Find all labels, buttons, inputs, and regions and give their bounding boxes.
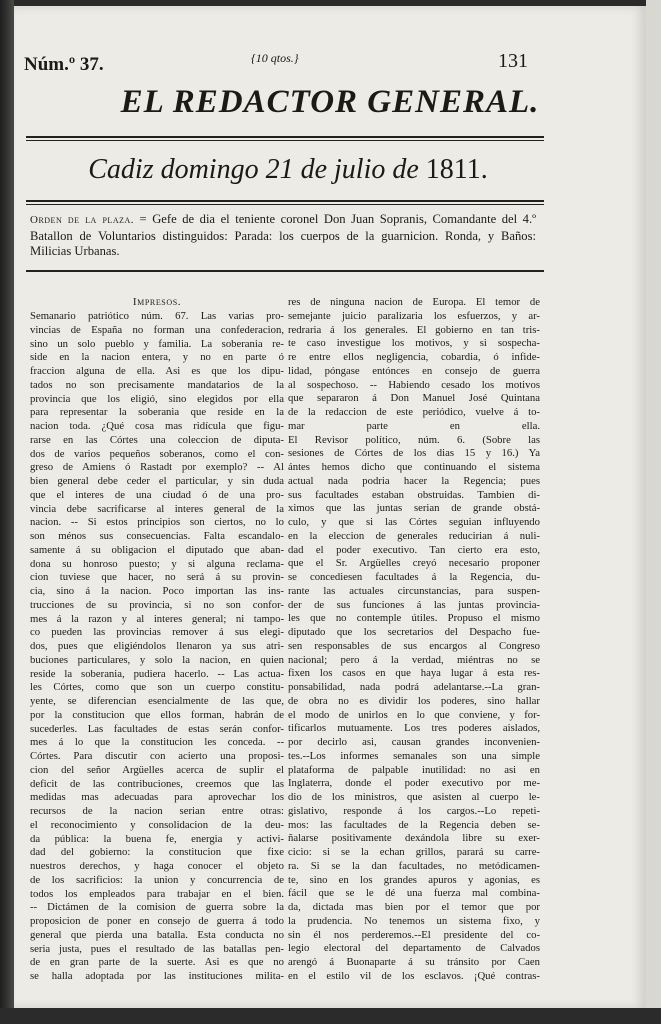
text-line: sus facultades estaban obstruidas. Tambien di- bbox=[288, 488, 540, 501]
text-line: ximos que las juntas serian de grande obstá- bbox=[288, 502, 540, 515]
text-line: Inglaterra, donde el poder executivo por me- bbox=[288, 777, 540, 790]
date-text: Cadiz domingo 21 de julio de bbox=[88, 154, 426, 185]
text-line: fraccion alguna de ella. Asi es que los dipu- bbox=[30, 365, 284, 377]
text-line: samente á su obligacion el diputado que aban- bbox=[30, 543, 284, 556]
issue-number: Núm.º 37. bbox=[24, 54, 104, 75]
text-line: re entre ellos negligencia, cobardia, ó infide- bbox=[288, 351, 540, 363]
text-line: sesiones de Córtes de los dias 15 y 16.) Ya bbox=[288, 447, 540, 460]
text-line: fixen los casos en que haya lugar á esta res- bbox=[288, 667, 540, 680]
text-line: general que pierda una batalla. Esta conducta no bbox=[30, 928, 284, 941]
text-line: reside la soberania, pudiera hacerlo. -- Las actua- bbox=[30, 667, 284, 680]
text-line: co pueden las provincias remover á sus elegi- bbox=[30, 626, 284, 639]
text-line: son ménos sus consecuencias. Falta escandalo- bbox=[30, 530, 284, 542]
text-line: tificarlos mutuamente. Los tres poderes aislados, bbox=[288, 722, 540, 735]
text-line: rarse en las Córtes una coleccion de diputa- bbox=[30, 433, 284, 446]
text-line: vincia debe sacrificarse al interes general de la bbox=[30, 502, 284, 515]
left-column bbox=[30, 310, 284, 984]
text-line: el reconocimiento y consolidacion de la deu- bbox=[30, 818, 284, 831]
text-line: Semanario patriótico núm. 67. Las varias pro- bbox=[30, 310, 284, 322]
text-line: provincia que los eligió, sino elegidos por ella bbox=[30, 392, 284, 405]
text-line: medidas mas adecuadas para aprovechar los bbox=[30, 791, 284, 804]
text-line: por decirlo asi, causan grandes inconvenien- bbox=[288, 736, 540, 748]
text-line: semejante juicio paralizaria los esfuerzos, y ar- bbox=[288, 309, 540, 322]
page-number: 131 bbox=[498, 50, 528, 72]
text-line: bien general debe ceder el particular, y sin duda bbox=[30, 475, 284, 487]
newspaper-page bbox=[14, 6, 646, 1008]
text-line: sucederles. Las facultades de estas serán confor- bbox=[30, 722, 284, 735]
text-line: que el Sr. Argüelles creyó necesario proponer bbox=[288, 557, 540, 570]
text-line: les Córtes, como que son un cuerpo constitu- bbox=[30, 681, 284, 694]
text-line: de en gran parte de la suerte. Asi es que no bbox=[30, 956, 284, 969]
text-line: rante las actuales circunstancias, para suspen- bbox=[288, 584, 540, 597]
text-line: por la constitucion que ellos forman, habrán de bbox=[30, 708, 284, 721]
text-line: nacion. -- Si estos principios son ciertos, no lo bbox=[30, 516, 284, 529]
text-line: da pública: la buena fe, energia y activi- bbox=[30, 832, 284, 845]
text-line: nacional; pero á la verdad, miéntras no se bbox=[288, 653, 540, 666]
text-line: der de sus funciones á las juntas provincia- bbox=[288, 598, 540, 611]
text-line: al sospechoso. -- Habiendo cesado los motivos bbox=[288, 378, 540, 391]
divider-rule bbox=[26, 136, 544, 138]
text-line: nacion toda. ¿Qué cosa mas ridícula que figu- bbox=[30, 420, 284, 432]
text-line: les que no contemple útiles. Propuso el mismo bbox=[288, 612, 540, 625]
divider-rule bbox=[26, 200, 544, 202]
text-line: sin él nos perderemos.--El presidente del co- bbox=[288, 928, 540, 941]
text-line: te, sino en los grandes apuros y agonias, es bbox=[288, 873, 540, 886]
orden-text: = Gefe de dia el teniente coronel Don Juan Sopranis, Comandante del 4.º Batallon de Voluntarios distinguidos: Parada: los cuerpos de la guarnicion. Ronda, y Baños: Milicias Urbanas. bbox=[30, 212, 537, 258]
masthead-title: EL REDACTOR GENERAL. bbox=[120, 84, 540, 120]
text-line: se halla adoptada por las instituciones milita- bbox=[30, 970, 284, 982]
orden-de-la-plaza bbox=[30, 212, 536, 260]
page-fore-edge bbox=[646, 0, 661, 1024]
text-line: fácil que se le dé una fuerza mal combina- bbox=[288, 887, 540, 900]
date-year: 1811. bbox=[425, 154, 488, 185]
price: {10 qtos.} bbox=[251, 51, 299, 65]
text-line: El Revisor político, núm. 6. (Sobre las bbox=[288, 433, 540, 446]
scan-background bbox=[0, 1008, 661, 1024]
text-line: ántes hemos dicho que continuando el sistema bbox=[288, 461, 540, 473]
text-line: res de ninguna nacion de Europa. El temor de bbox=[288, 296, 540, 308]
text-line: arengó á Buonaparte á su tránsito por Caen bbox=[288, 956, 540, 968]
text-line: plataforma de palpable inutilidad: no asi en bbox=[288, 763, 540, 776]
text-line: de la redaccion de este periódico, vuelve á to- bbox=[288, 406, 540, 418]
text-line: cicio: si se la echan grillos, parará su carre- bbox=[288, 846, 540, 858]
text-line: dio de los ministros, que asisten al cuerpo le- bbox=[288, 791, 540, 803]
divider-rule bbox=[26, 270, 544, 272]
text-line: buciones particulares, y solo la nacion, en quien bbox=[30, 653, 284, 666]
date-line bbox=[14, 154, 562, 186]
text-line: cion tuviese que hacer, no será á su provin- bbox=[30, 571, 284, 584]
text-line: mes á lo que la constitucion les conceda. -- bbox=[30, 736, 284, 749]
text-line: dad del gobierno: la constitucion que fixe bbox=[30, 846, 284, 859]
text-line: ra. Si se la dan facultades, no metódicamen- bbox=[288, 859, 540, 872]
text-line: side en la nacion entera, y no en parte ó bbox=[30, 351, 284, 364]
text-line: trucciones de su provincia, si no son confor- bbox=[30, 598, 284, 611]
text-line: proposicion de poner en consejo de guerra á todo bbox=[30, 915, 284, 927]
text-line: tes.--Los informes semanales son una simple bbox=[288, 749, 540, 762]
text-line: se concediesen facultades á la Regencia, du- bbox=[288, 571, 540, 583]
text-line: dad el poder executivo. Tan cierto era esto, bbox=[288, 543, 540, 556]
text-line: mar parte en ella. bbox=[288, 419, 540, 432]
text-line: mes á la razon y al interes general; ni tampo- bbox=[30, 612, 284, 625]
text-line: culo, y que si las Córtes seguian influyendo bbox=[288, 516, 540, 528]
text-line: que el interes de una ciudad ó de una pro- bbox=[30, 488, 284, 501]
text-line: que separaron á Don Manuel José Quintana bbox=[288, 392, 540, 405]
divider-rule bbox=[26, 204, 544, 205]
text-line: de obra no es dividir los poderes, sino hallar bbox=[288, 694, 540, 707]
text-line: redraria á los generales. El gobierno en tan tris- bbox=[288, 323, 540, 336]
section-heading: Impresos. bbox=[132, 296, 182, 308]
right-column bbox=[288, 296, 540, 984]
text-line: vincias de España no forman una confederacion, bbox=[30, 323, 284, 336]
text-line: actual nada podria hacer la Regencia; pues bbox=[288, 474, 540, 487]
text-line: el modo de unirlos en lo que conviene, y for- bbox=[288, 708, 540, 721]
text-line: legio electoral del departamento de Calvados bbox=[288, 942, 540, 955]
text-line: en el estilo vil de los esclavos. ¡Qué contras- bbox=[288, 969, 540, 982]
text-line: de los sacrificios: la union y concurrencia de bbox=[30, 873, 284, 886]
text-line: ñalarse positivamente dexándola libre su exer- bbox=[288, 832, 540, 845]
text-line: diputado que los secretarios del Despacho fue- bbox=[288, 626, 540, 638]
text-line: greso de Amiens ó Rastadt por exemplo? -- Al bbox=[30, 461, 284, 474]
text-line: -- Dictámen de la comision de guerra sobre la bbox=[30, 901, 284, 914]
divider-rule bbox=[26, 140, 544, 141]
orden-label: Orden de la plaza. bbox=[30, 214, 135, 226]
text-line: ponsabilidad, nada podrá adelantarse.--La gran- bbox=[288, 681, 540, 693]
text-line: todos los empleados para trabajar en el bien. bbox=[30, 887, 284, 900]
text-line: te caso investigue los motivos, y si sospecha- bbox=[288, 337, 540, 350]
text-line: para representar la soberania que reside en la bbox=[30, 406, 284, 419]
text-line: mos: las facultades de la Regencia deben se- bbox=[288, 818, 540, 831]
text-line: la prudencia. No tenemos un sistema fixo, y bbox=[288, 914, 540, 927]
text-line: dos de varios pequeños soberanos, como el con- bbox=[30, 447, 284, 460]
text-line: seria justa, pues el resultado de las batallas pen- bbox=[30, 942, 284, 955]
text-line: tados no son precisamente mandatarios de la bbox=[30, 378, 284, 391]
text-line: Córtes. Para discutir con acierto una proposi- bbox=[30, 750, 284, 762]
text-line: deficit de las contribuciones, creemos que las bbox=[30, 777, 284, 790]
text-line: sino un solo pueblo y familia. La soberania re- bbox=[30, 337, 284, 350]
text-line: recursos de la nacion serian entre otras: bbox=[30, 805, 284, 817]
text-line: gislativo, responde á los cargos.--Lo repeti- bbox=[288, 804, 540, 817]
text-line: en la eleccion de generales reducirian á nuli- bbox=[288, 529, 540, 542]
text-line: cion del señor Argüelles acerca de suplir el bbox=[30, 763, 284, 776]
text-line: da, dictada mas bien por el temor que por bbox=[288, 901, 540, 913]
text-line: lidad, póngase entónces en consejo de guerra bbox=[288, 364, 540, 377]
text-line: yente, se diferencian esencialmente de las que, bbox=[30, 695, 284, 707]
text-line: dona su honroso puesto; y si alguna reclama- bbox=[30, 557, 284, 570]
text-line: cia, sino á la nacion. Poco importan las ins- bbox=[30, 585, 284, 597]
text-line: sen responsables de sus encargos al Congreso bbox=[288, 639, 540, 652]
text-line: dos, pues que eligiéndolos llenaron ya sus atri- bbox=[30, 640, 284, 652]
text-line: nuestros derechos, y haga conocer el objeto bbox=[30, 860, 284, 872]
book-binding-edge bbox=[0, 0, 14, 1024]
